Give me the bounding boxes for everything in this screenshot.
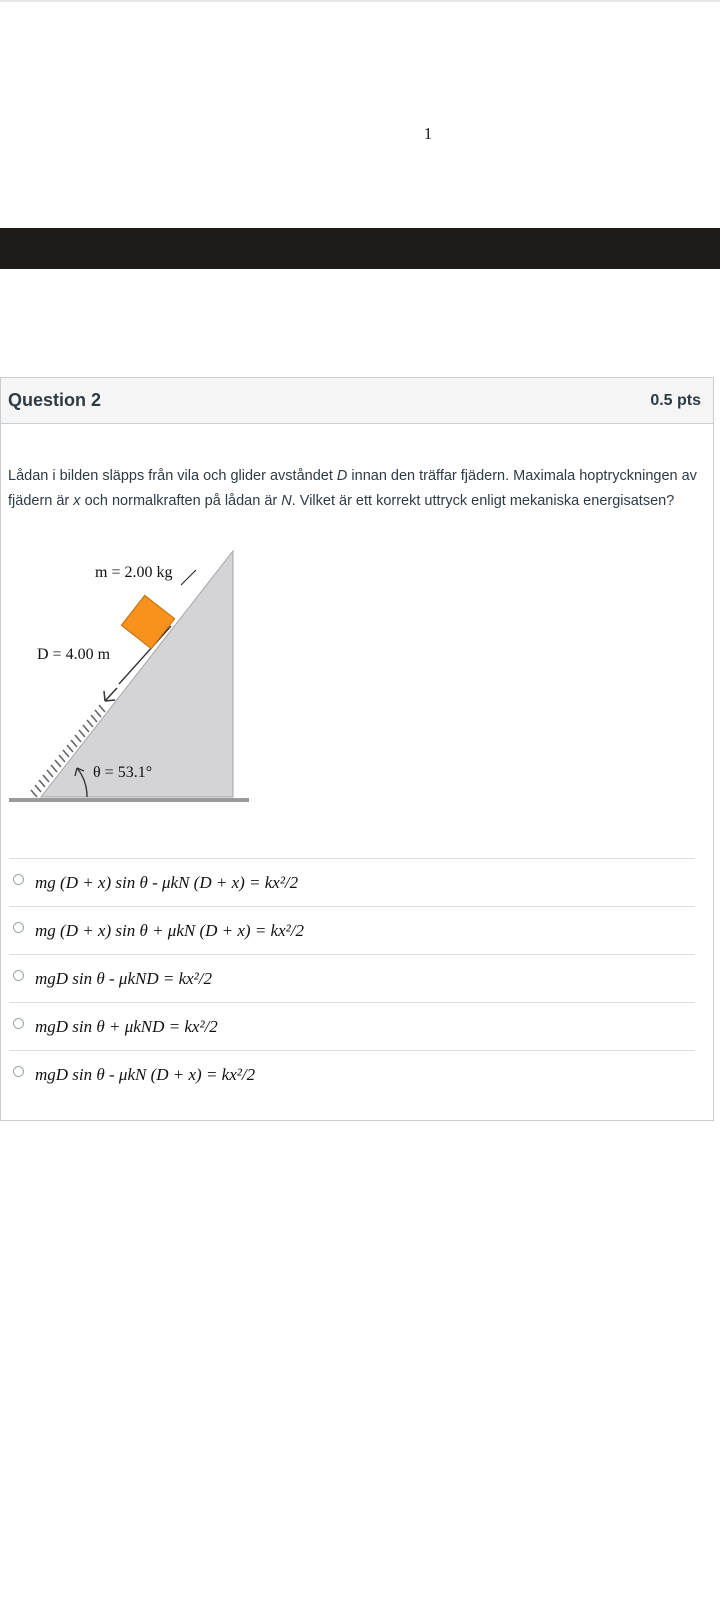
answer-formula: mg (D + x) sin θ + μkN (D + x) = kx²/2 — [35, 921, 304, 940]
question-text-part: innan den träffar fjädern. Maximala hoptryckningen av fjädern är — [8, 468, 697, 509]
variable-n: N — [281, 493, 292, 509]
answer-formula: mgD sin θ - μkND = kx²/2 — [35, 969, 212, 988]
page-number: 1 — [423, 124, 433, 143]
answer-option-3[interactable] — [9, 954, 695, 1003]
answer-formula: mgD sin θ - μkN (D + x) = kx²/2 — [35, 1065, 256, 1084]
question-points: 0.5 pts — [650, 391, 701, 409]
spring-end-arrow — [104, 688, 117, 701]
variable-x: x — [73, 493, 81, 509]
answer-option-1[interactable] — [9, 858, 695, 907]
radio-button[interactable] — [13, 970, 24, 981]
question-text-part: Lådan i bilden släpps från vila och glider avståndet — [8, 468, 337, 484]
ground — [9, 798, 249, 802]
answer-option-4[interactable] — [9, 1002, 695, 1051]
mass-label: m = 2.00 kg — [95, 564, 173, 581]
question-text-part: och normalkraften på lådan är — [80, 493, 282, 509]
answer-option-5[interactable] — [9, 1050, 695, 1099]
header-bar — [0, 228, 720, 269]
distance-label: D = 4.00 m — [37, 646, 111, 663]
question-title: Question 2 — [8, 390, 102, 410]
radio-button[interactable] — [13, 1066, 24, 1077]
answer-formula: mgD sin θ + μkND = kx²/2 — [35, 1017, 218, 1036]
radio-button[interactable] — [13, 922, 24, 933]
question-text-part: . Vilket är ett korrekt uttryck enligt mekaniska energisatsen? — [291, 493, 675, 509]
incline-figure — [1, 548, 261, 813]
angle-label: θ = 53.1° — [93, 764, 153, 781]
radio-button[interactable] — [13, 1018, 24, 1029]
radio-button[interactable] — [13, 874, 24, 885]
variable-d: D — [336, 468, 348, 484]
answer-formula: mg (D + x) sin θ - μkN (D + x) = kx²/2 — [35, 873, 299, 892]
incline — [41, 551, 233, 797]
answer-option-2[interactable] — [9, 906, 695, 955]
top-border — [0, 0, 720, 2]
question-header — [1, 378, 713, 424]
question-text — [8, 464, 698, 514]
question-card — [0, 377, 714, 1121]
mass-pointer — [181, 570, 196, 585]
